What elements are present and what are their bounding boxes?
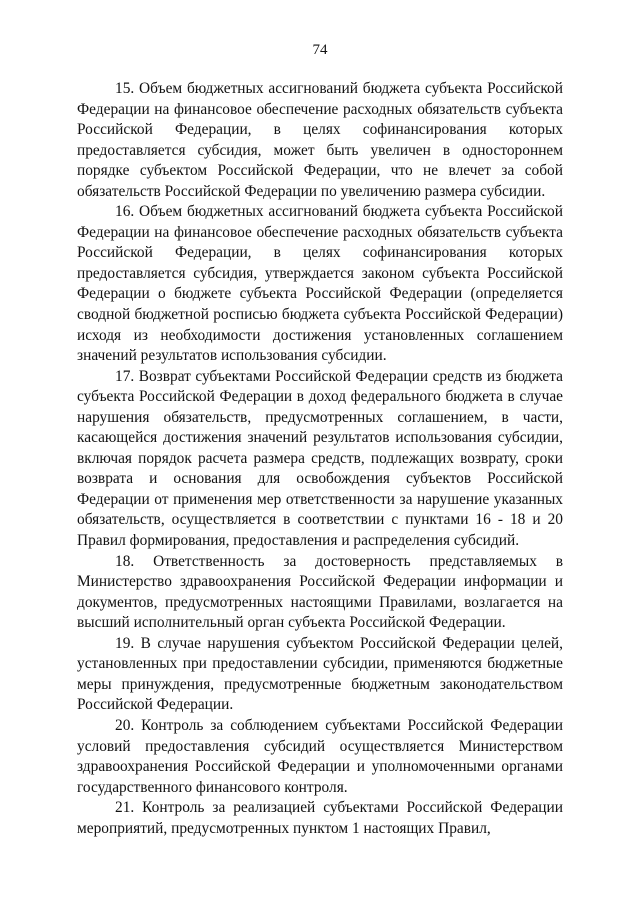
paragraph-15: 15. Объем бюджетных ассигнований бюджета субъекта Российской Федерации на финансовое обеспечение расходных обязательств субъекта Российской Федерации, в целях софинансирования которых предоставляется субсидия, может быть увеличен в одностороннем порядке субъектом Российской Федерации, что не влечет за собой обязательств Российской Федерации по увеличению размера субсидии. [77, 80, 563, 200]
paragraph-21: 21. Контроль за реализацией субъектами Российской Федерации мероприятий, предусмотренных пунктом 1 настоящих Правил, [77, 799, 563, 837]
paragraph-17: 17. Возврат субъектами Российской Федерации средств из бюджета субъекта Российской Федерации в доход федерального бюджета в случае нарушения обязательств, предусмотренных соглашением, в части, касающейся достижения значений результатов использования субсидии, включая порядок расчета размера средств, подлежащих возврату, сроки возврата и основания для освобождения субъектов Российской Федерации от применения мер ответственности за нарушение указанных обязательств, осуществляется в соответствии с пунктами 16 - 18 и 20 Правил формирования, предоставления и распределения субсидий. [77, 367, 563, 550]
paragraph-18: 18. Ответственность за достоверность представляемых в Министерство здравоохранения Российской Федерации информации и документов, предусмотренных настоящими Правилами, возлагается на высший исполнительный орган субъекта Российской Федерации. [77, 552, 563, 632]
paragraph-20: 20. Контроль за соблюдением субъектами Российской Федерации условий предоставления субсидий осуществляется Министерством здравоохранения Российской Федерации и уполномоченными органами государственного финансового контроля. [77, 716, 563, 796]
paragraph-19: 19. В случае нарушения субъектом Российской Федерации целей, установленных при предоставлении субсидии, применяются бюджетные меры принуждения, предусмотренные бюджетным законодательством Российской Федерации. [77, 634, 563, 714]
page-number: 74 [312, 42, 328, 58]
document-body [77, 79, 563, 839]
paragraph-16: 16. Объем бюджетных ассигнований бюджета субъекта Российской Федерации на финансовое обеспечение расходных обязательств субъекта Российской Федерации, в целях софинансирования которых предоставляется субсидия, утверждается законом субъекта Российской Федерации о бюджете субъекта Российской Федерации (определяется сводной бюджетной росписью бюджета субъекта Российской Федерации) исходя из необходимости достижения установленных соглашением значений результатов использования субсидии. [77, 203, 563, 365]
